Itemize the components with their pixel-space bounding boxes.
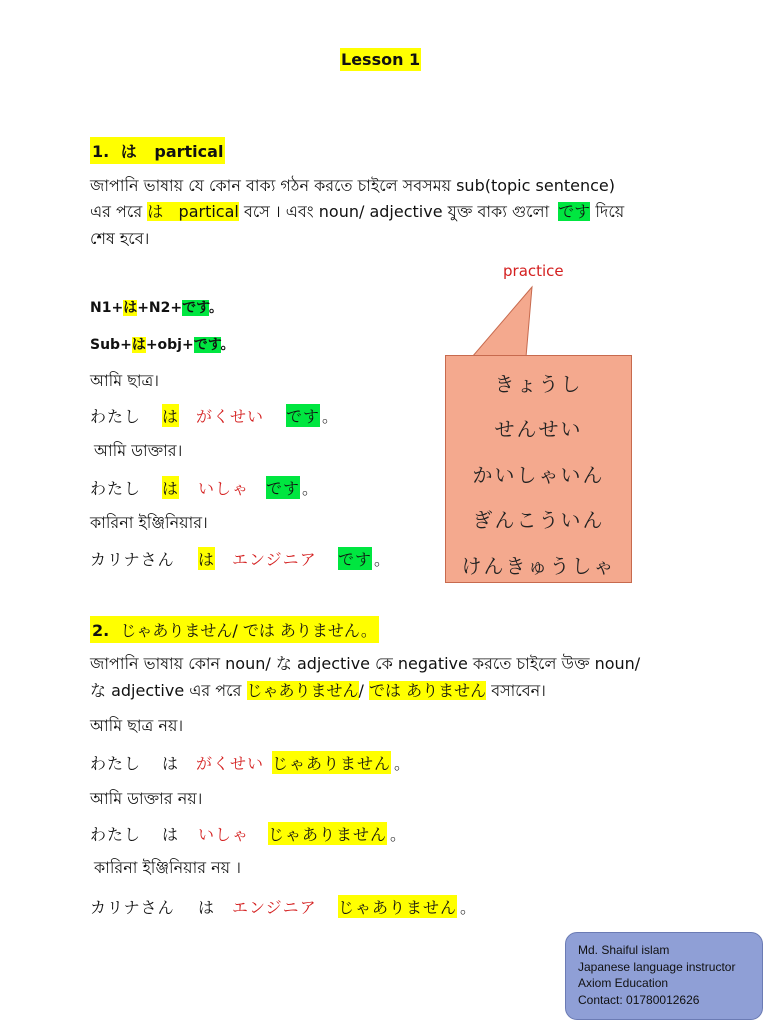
example-ha: は: [198, 547, 215, 570]
section2-title-b: では ありません。: [242, 621, 377, 640]
section2-title-sep: /: [232, 621, 238, 640]
formula-ha: は: [123, 300, 138, 316]
desc-neg-a: じゃありません: [246, 681, 359, 700]
desc-partical: partical: [178, 202, 239, 221]
example-noun: いしゃ: [198, 479, 250, 498]
example-noun: がくせい: [196, 754, 265, 773]
practice-word: せんせい: [494, 417, 583, 441]
example-noun: いしゃ: [198, 825, 250, 844]
desc-ha: は: [147, 202, 164, 221]
desu-text: です: [266, 479, 301, 498]
example-end: 。: [302, 479, 320, 498]
section2-desc-line2: [90, 679, 546, 703]
instructor-phone: Contact: 01780012626: [578, 992, 700, 1007]
formula-part: Sub+: [90, 337, 132, 353]
section2-number: 2.: [92, 621, 110, 640]
section1-desc-line2: [90, 200, 624, 224]
example-ha: は: [162, 404, 179, 427]
example-noun: エンジニア: [232, 550, 317, 569]
example-negative: じゃありません: [272, 751, 391, 774]
example-japanese: [90, 895, 478, 918]
example-ha: は: [162, 754, 180, 773]
desu-text: です: [338, 550, 373, 569]
example-negative: じゃありません: [268, 822, 387, 845]
desc-desu-highlight: です: [558, 202, 591, 221]
instructor-role: Japanese language instructor: [578, 959, 736, 974]
example-end: 。: [374, 550, 392, 569]
example-end: 。: [460, 898, 478, 917]
example-end: 。: [322, 407, 340, 426]
desc-neg-b: では ありません: [369, 681, 487, 700]
example-ha: は: [198, 898, 216, 917]
section1-number: 1.: [92, 142, 110, 161]
formula-ha: は: [131, 337, 146, 353]
example-bengali: কারিনা ইঞ্জিনিয়ার নয় ।: [94, 858, 241, 877]
desc-text: এর পরে: [90, 202, 143, 221]
formula-desu: です: [182, 300, 210, 316]
example-subject: わたし: [90, 479, 142, 498]
instructor-name: Md. Shaiful islam: [578, 943, 670, 957]
example-bengali: কারিনা ইঞ্জিনিয়ার।: [90, 513, 208, 532]
practice-word: けんきゅうしゃ: [461, 554, 616, 578]
example-end: 。: [390, 825, 408, 844]
section2-heading: [90, 616, 379, 643]
example-subject: わたし: [90, 754, 142, 773]
example-ha: は: [162, 825, 180, 844]
formula-part: +N2+: [137, 300, 183, 316]
practice-word: ぎんこういん: [472, 508, 605, 532]
section1-label: partical: [154, 142, 224, 161]
example-ha: は: [162, 476, 179, 499]
practice-bubble: [445, 355, 632, 583]
example-bengali: আমি ছাত্র।: [90, 371, 160, 390]
example-subject: わたし: [90, 407, 142, 426]
section1-heading: [90, 137, 225, 164]
example-negative: じゃありません: [338, 895, 457, 918]
section2-title-a: じゃありません: [120, 621, 233, 640]
formula-desu: です: [193, 337, 221, 353]
section1-desc-line1: জাপানি ভাষায় যে কোন বাক্য গঠন করতে চাইলে সবসময় sub(topic sentence): [90, 176, 615, 195]
example-japanese: [90, 822, 408, 845]
example-japanese: [90, 547, 392, 570]
example-bengali: আমি ডাক্তার নয়।: [90, 789, 203, 808]
formula-n1: [90, 297, 223, 317]
example-japanese: [90, 404, 340, 427]
example-subject: カリナさん: [90, 898, 175, 917]
lesson-title: Lesson 1: [341, 50, 421, 69]
example-desu: [286, 404, 320, 427]
section1-desc-line3: শেষ হবে।: [90, 229, 150, 248]
example-noun: エンジニア: [232, 898, 317, 917]
formula-end: 。: [220, 337, 235, 353]
example-desu: [338, 547, 372, 570]
section2-desc-line1: জাপানি ভাষায় কোন noun/ な adjective কে negative করতে চাইলে উক্ত noun/: [90, 654, 641, 673]
desc-text: দিয়ে: [595, 202, 625, 221]
formula-end: 。: [209, 300, 224, 316]
section1-ha: は: [120, 142, 137, 161]
example-bengali: আমি ছাত্র নয়।: [90, 716, 184, 735]
desc-sep: /: [358, 681, 364, 700]
example-noun: がくせい: [196, 407, 265, 426]
example-japanese: [90, 751, 412, 774]
instructor-contact-card: [565, 932, 763, 1020]
desc-text: বসে । এবং noun/ adjective যুক্ত বাক্য গুলো: [243, 202, 550, 221]
example-bengali: আমি ডাক্তার।: [94, 441, 183, 460]
formula-part: +obj+: [145, 337, 194, 353]
practice-word: かいしゃいん: [472, 463, 605, 487]
desc-text: বসাবেন।: [491, 681, 546, 700]
example-subject: わたし: [90, 825, 142, 844]
practice-label: practice: [503, 262, 564, 280]
example-desu: [266, 476, 300, 499]
formula-sub: [90, 334, 235, 354]
formula-part: N1+: [90, 300, 124, 316]
instructor-org: Axiom Education: [578, 976, 669, 990]
desc-text: な adjective এর পরে: [90, 681, 242, 700]
example-japanese: [90, 476, 320, 499]
callout-tail: [470, 285, 550, 359]
example-end: 。: [394, 754, 412, 773]
example-subject: カリナさん: [90, 550, 175, 569]
practice-word: きょうし: [494, 372, 583, 396]
desu-text: です: [286, 407, 321, 426]
desc-ha-highlight: [147, 202, 239, 221]
